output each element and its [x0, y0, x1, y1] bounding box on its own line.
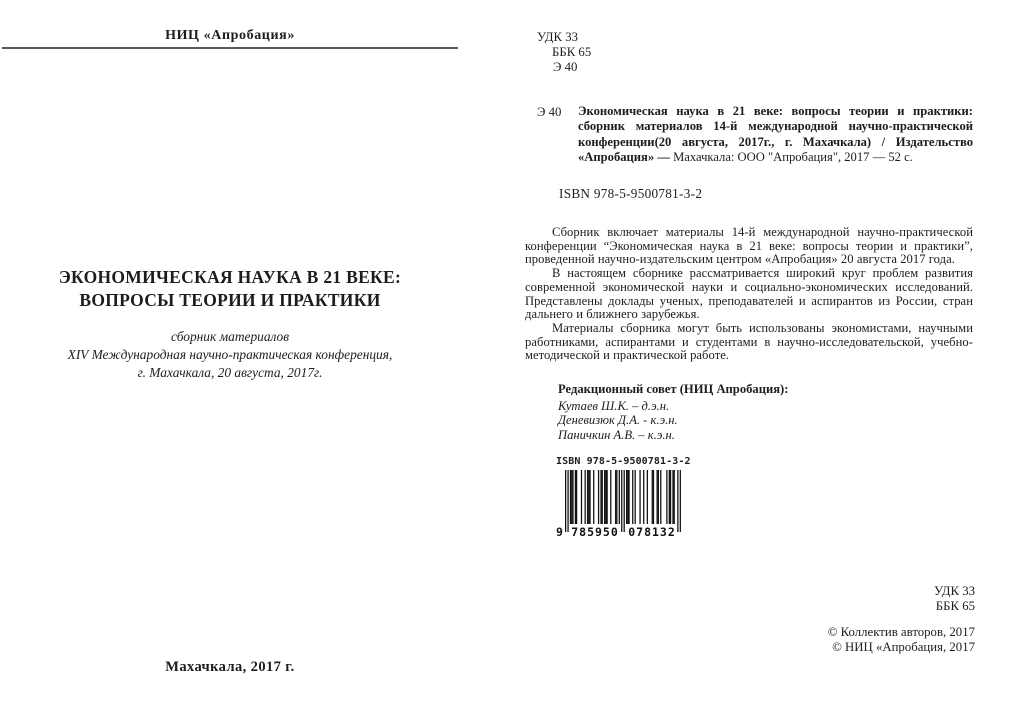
title-page-footer [0, 659, 460, 676]
abstract [525, 226, 973, 363]
footer-place-year: Махачкала, 2017 г. [165, 659, 295, 675]
barcode-digit-group-left: 785950 [571, 525, 619, 539]
ean13-barcode [556, 470, 690, 540]
editorial-board [558, 382, 788, 442]
catalog-entry-regular: Махачкала: ООО "Апробация", 2017 — 52 с. [673, 150, 913, 165]
imprint-page [500, 0, 1024, 715]
udc-code-top: УДК 33 [537, 30, 579, 44]
publisher-header [2, 28, 458, 49]
isbn-barcode-block [556, 456, 691, 540]
subtitle-conference: XIV Международная научно-практическая конференция, [67, 347, 393, 362]
abstract-paragraph-3: Материалы сборника могут быть использованы экономистами, научными работниками, аспирантами и студентами в научно-исследовательской, учебно-методической и практической работе. [525, 320, 973, 363]
isbn-line: ISBN 978-5-9500781-3-2 [559, 186, 703, 201]
copyright-block [828, 625, 975, 655]
book-title [0, 266, 460, 311]
copyright-publisher: © НИЦ «Апробация, 2017 [832, 639, 975, 654]
editor-1: Кутаев Ш.К. – д.э.н. [558, 398, 670, 413]
classification-codes-bottom [934, 584, 975, 614]
catalog-entry-bold: Экономическая наука в 21 веке: вопросы теории и практики: сборник материалов 14-й международной научно-практической конференции(20 августа, 2017г., г. Махачкала) / Издательство «Апробация» — [578, 104, 973, 165]
catalog-entry [537, 104, 974, 166]
catalog-entry-text [578, 104, 973, 166]
udc-code-bottom: УДК 33 [933, 584, 975, 598]
editor-2: Деневизюк Д.А. - к.э.н. [558, 413, 678, 428]
catalog-entry-index: Э 40 [537, 105, 562, 119]
bbk-code-bottom: ББК 65 [935, 599, 975, 613]
barcode-bars [565, 470, 681, 532]
bbk-code-top: ББК 65 [552, 45, 592, 59]
abstract-paragraph-2: В настоящем сборнике рассматривается широкий круг проблем развития современной экономической науки и социально-экономических исследований. Представлены доклады ученых, преподавателей и аспирантов из России, стран дальнего и ближнего зарубежья. [525, 266, 973, 322]
title-page [0, 0, 480, 715]
publisher-name: НИЦ «Апробация» [165, 28, 295, 43]
subtitle-materials: сборник материалов [170, 329, 290, 344]
copyright-authors: © Коллектив авторов, 2017 [827, 625, 975, 639]
barcode-digit-group-right: 078132 [628, 525, 676, 539]
book-title-line2: ВОПРОСЫ ТЕОРИИ И ПРАКТИКИ [79, 289, 381, 310]
subtitle-place-date: г. Махачкала, 20 августа, 2017г. [137, 365, 323, 380]
book-subtitle [0, 328, 460, 382]
barcode-isbn-text: ISBN 978-5-9500781-3-2 [556, 456, 691, 467]
editor-3: Паничкин А.В. – к.э.н. [558, 427, 675, 442]
editorial-board-heading: Редакционный совет (НИЦ Апробация): [558, 382, 789, 396]
classification-codes-top [537, 30, 591, 75]
barcode-digit-first: 9 [556, 525, 564, 539]
author-index-top: Э 40 [553, 60, 578, 74]
book-title-line1: ЭКОНОМИЧЕСКАЯ НАУКА В 21 ВЕКЕ: [58, 267, 402, 287]
abstract-paragraph-1: Сборник включает материалы 14-й международной научно-практической конференции “Экономическая наука в 21 веке: вопросы теории и практики”, проведенной научно-издательским центром «Апробация» 20 августа 2017 года. [525, 225, 973, 267]
